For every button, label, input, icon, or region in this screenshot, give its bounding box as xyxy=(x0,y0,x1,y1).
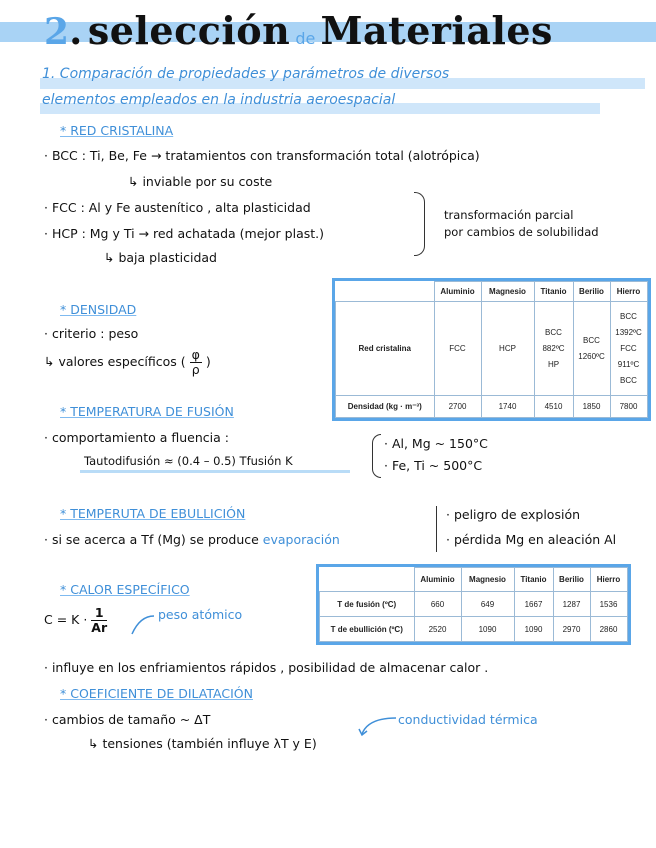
dilatacion-annotation: conductividad térmica xyxy=(398,712,538,727)
table1-cell: FCC xyxy=(434,302,481,396)
table1-header-titanio: Titanio xyxy=(534,282,573,302)
table2-header-magnesio: Magnesio xyxy=(461,568,514,592)
heading-calor: * CALOR ESPECÍFICO xyxy=(60,582,190,597)
ebullicion-line xyxy=(44,532,340,547)
fusion-note-1: · Al, Mg ~ 150°C xyxy=(384,436,488,451)
table2-header-aluminio: Aluminio xyxy=(414,568,461,592)
table2-cell: 2970 xyxy=(553,617,590,642)
heading-ebullicion: * TEMPERUTA DE EBULLICIÓN xyxy=(60,506,246,521)
table2-header-hierro: Hierro xyxy=(590,568,627,592)
heading-densidad: * DENSIDAD xyxy=(60,302,137,317)
dilatacion-line-1: · cambios de tamaño ~ ΔT xyxy=(44,712,211,727)
bcc-line: · BCC : Ti, Be, Fe → tratamientos con transformación total (alotrópica) xyxy=(44,148,480,163)
fusion-formula: Tautodifusión ≈ (0.4 – 0.5) Tfusión K xyxy=(84,454,293,468)
heading-red-cristalina: * RED CRISTALINA xyxy=(60,123,174,138)
bcc-sub-line: ↳ inviable por su coste xyxy=(128,174,273,189)
page-title xyxy=(44,8,553,53)
table1-header-berilio: Berilio xyxy=(573,282,610,302)
densidad-close-paren: ) xyxy=(205,354,211,369)
calor-fraction xyxy=(91,606,107,635)
table1-cell: 1740 xyxy=(481,396,534,418)
calor-fraction-denominator: Ar xyxy=(91,620,108,635)
subtitle-line-2: elementos empleados en la industria aeroespacial xyxy=(42,92,396,108)
calor-fraction-numerator: 1 xyxy=(91,606,107,621)
dilatacion-line-2: ↳ tensiones (también influye λT y E) xyxy=(88,736,317,751)
table2-cell: 1090 xyxy=(514,617,553,642)
table1-cell: 7800 xyxy=(610,396,647,418)
calor-annotation: peso atómico xyxy=(158,607,243,622)
table1-header-aluminio: Aluminio xyxy=(434,282,481,302)
heading-dilatacion: * COEFICIENTE DE DILATACIÓN xyxy=(60,686,253,701)
table2-cell: 649 xyxy=(461,592,514,617)
fusion-line-1: · comportamiento a fluencia : xyxy=(44,430,229,445)
hcp-sub-line: ↳ baja plasticidad xyxy=(104,250,217,265)
title-word-materiales: Materiales xyxy=(320,8,553,53)
ebullicion-note-1: · peligro de explosión xyxy=(446,507,581,522)
table1-row-label-red: Red cristalina xyxy=(336,302,435,396)
table1-cell: BCC 882ºC HP xyxy=(534,302,573,396)
calor-line: · influye en los enfriamientos rápidos , posibilidad de almacenar calor . xyxy=(44,660,489,675)
fraction-numerator: φ xyxy=(191,347,200,362)
formula-highlight xyxy=(80,470,350,473)
table2-cell: 1667 xyxy=(514,592,553,617)
table-properties-2 xyxy=(316,564,631,645)
table-properties-1 xyxy=(332,278,651,421)
table2-cell: 1536 xyxy=(590,592,627,617)
brace-note-1: transformación parcial xyxy=(444,208,574,222)
fraction-denominator: ρ xyxy=(191,362,200,377)
table2-row-fusion xyxy=(320,592,628,617)
table2-row-label-fusion: T de fusión (ºC) xyxy=(320,592,415,617)
table1-cell: BCC 1260ºC xyxy=(573,302,610,396)
table2-cell: 1287 xyxy=(553,592,590,617)
table1-row-densidad xyxy=(336,396,648,418)
table1-cell: 1850 xyxy=(573,396,610,418)
table2-header-row xyxy=(320,568,628,592)
table1-grid xyxy=(335,281,648,418)
title-dot: . xyxy=(69,8,83,53)
table2-grid xyxy=(319,567,628,642)
title-number: 2 xyxy=(44,11,70,53)
fusion-note-2: · Fe, Ti ~ 500°C xyxy=(384,458,483,473)
table1-row-red xyxy=(336,302,648,396)
density-fraction xyxy=(190,348,202,377)
table1-row-label-densidad: Densidad (kg · m⁻³) xyxy=(336,396,435,418)
ebullicion-note-2: · pérdida Mg en aleación Al xyxy=(446,532,617,547)
ebullicion-evaporacion: evaporación xyxy=(262,532,340,547)
title-word-seleccion: selección xyxy=(87,8,291,53)
table1-cell: BCC 1392ºC FCC 911ºC BCC xyxy=(610,302,647,396)
table2-row-label-ebullicion: T de ebullición (ºC) xyxy=(320,617,415,642)
calor-arrow-icon xyxy=(128,610,158,638)
table1-corner xyxy=(336,282,435,302)
table1-cell: 4510 xyxy=(534,396,573,418)
heading-fusion: * TEMPERATURA DE FUSIÓN xyxy=(60,404,234,419)
table1-cell: HCP xyxy=(481,302,534,396)
fcc-line: · FCC : Al y Fe austenítico , alta plasticidad xyxy=(44,200,311,215)
table1-header-row xyxy=(336,282,648,302)
hcp-line: · HCP : Mg y Ti → red achatada (mejor plast.) xyxy=(44,226,324,241)
table2-cell: 660 xyxy=(414,592,461,617)
table2-cell: 2860 xyxy=(590,617,627,642)
table2-header-titanio: Titanio xyxy=(514,568,553,592)
table2-cell: 2520 xyxy=(414,617,461,642)
dilatacion-arrow-icon xyxy=(358,712,398,738)
calor-formula-lhs: C = K · xyxy=(44,612,88,627)
brace-fcc-hcp xyxy=(414,192,425,256)
subtitle-line-1: 1. Comparación de propiedades y parámetros de diversos xyxy=(42,66,450,82)
title-word-de: de xyxy=(295,29,316,48)
table2-corner xyxy=(320,568,415,592)
brace-note-2: por cambios de solubilidad xyxy=(444,225,599,239)
brace-fusion xyxy=(372,434,381,478)
ebullicion-divider xyxy=(436,506,437,552)
densidad-line-1: · criterio : peso xyxy=(44,326,139,341)
densidad-line-2-text: ↳ valores específicos ( xyxy=(44,354,186,369)
table1-header-hierro: Hierro xyxy=(610,282,647,302)
calor-formula xyxy=(44,606,107,635)
table2-row-ebullicion xyxy=(320,617,628,642)
densidad-line-2 xyxy=(44,348,211,377)
table1-cell: 2700 xyxy=(434,396,481,418)
ebullicion-line-text: · si se acerca a Tf (Mg) se produce xyxy=(44,532,259,547)
table1-header-magnesio: Magnesio xyxy=(481,282,534,302)
table2-cell: 1090 xyxy=(461,617,514,642)
table2-header-berilio: Berilio xyxy=(553,568,590,592)
